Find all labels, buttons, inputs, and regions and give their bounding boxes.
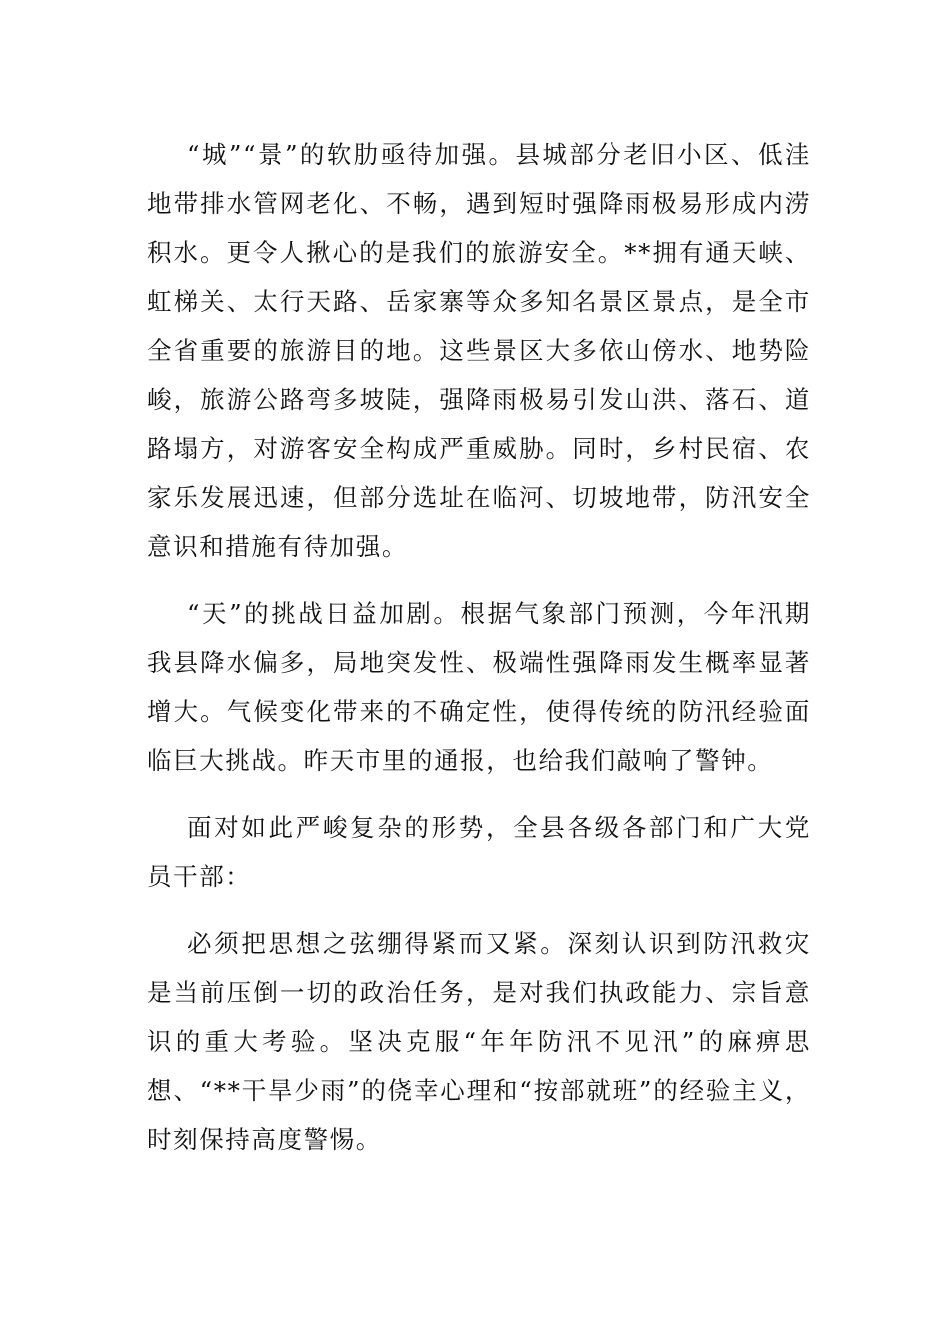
paragraph-situation-intro: 面对如此严峻复杂的形势，全县各级各部门和广大党员干部： <box>147 813 811 891</box>
paragraph-city-scenic-weakness: “城”“景”的软肋亟待加强。县城部分老旧小区、低洼地带排水管网老化、不畅，遇到短时强降雨极易形成内涝积水。更令人揪心的是我们的旅游安全。**拥有通天峡、虹梯关、太行天路、岳家寨等众多知名景区景点，是全市全省重要的旅游目的地。这些景区大多依山傍水、地势险峻，旅游公路弯多坡陡，强降雨极易引发山洪、落石、道路塌方，对游客安全构成严重威胁。同时，乡村民宿、农家乐发展迅速，但部分选址在临河、切坡地带，防汛安全意识和措施有待加强。 <box>147 140 811 561</box>
document-body <box>147 130 811 1182</box>
paragraph-mindset-requirement: 必须把思想之弦绷得紧而又紧。深刻认识到防汛救灾是当前压倒一切的政治任务，是对我们执政能力、宗旨意识的重大考验。坚决克服“年年防汛不见汛”的麻痹思想、“**干旱少雨”的侥幸心理和“按部就班”的经验主义，时刻保持高度警惕。 <box>147 929 811 1154</box>
paragraph-weather-challenge: “天”的挑战日益加剧。根据气象部门预测，今年汛期我县降水偏多，局地突发性、极端性强降雨发生概率显著增大。气候变化带来的不确定性，使得传统的防汛经验面临巨大挑战。昨天市里的通报，也给我们敲响了警钟。 <box>147 599 811 775</box>
